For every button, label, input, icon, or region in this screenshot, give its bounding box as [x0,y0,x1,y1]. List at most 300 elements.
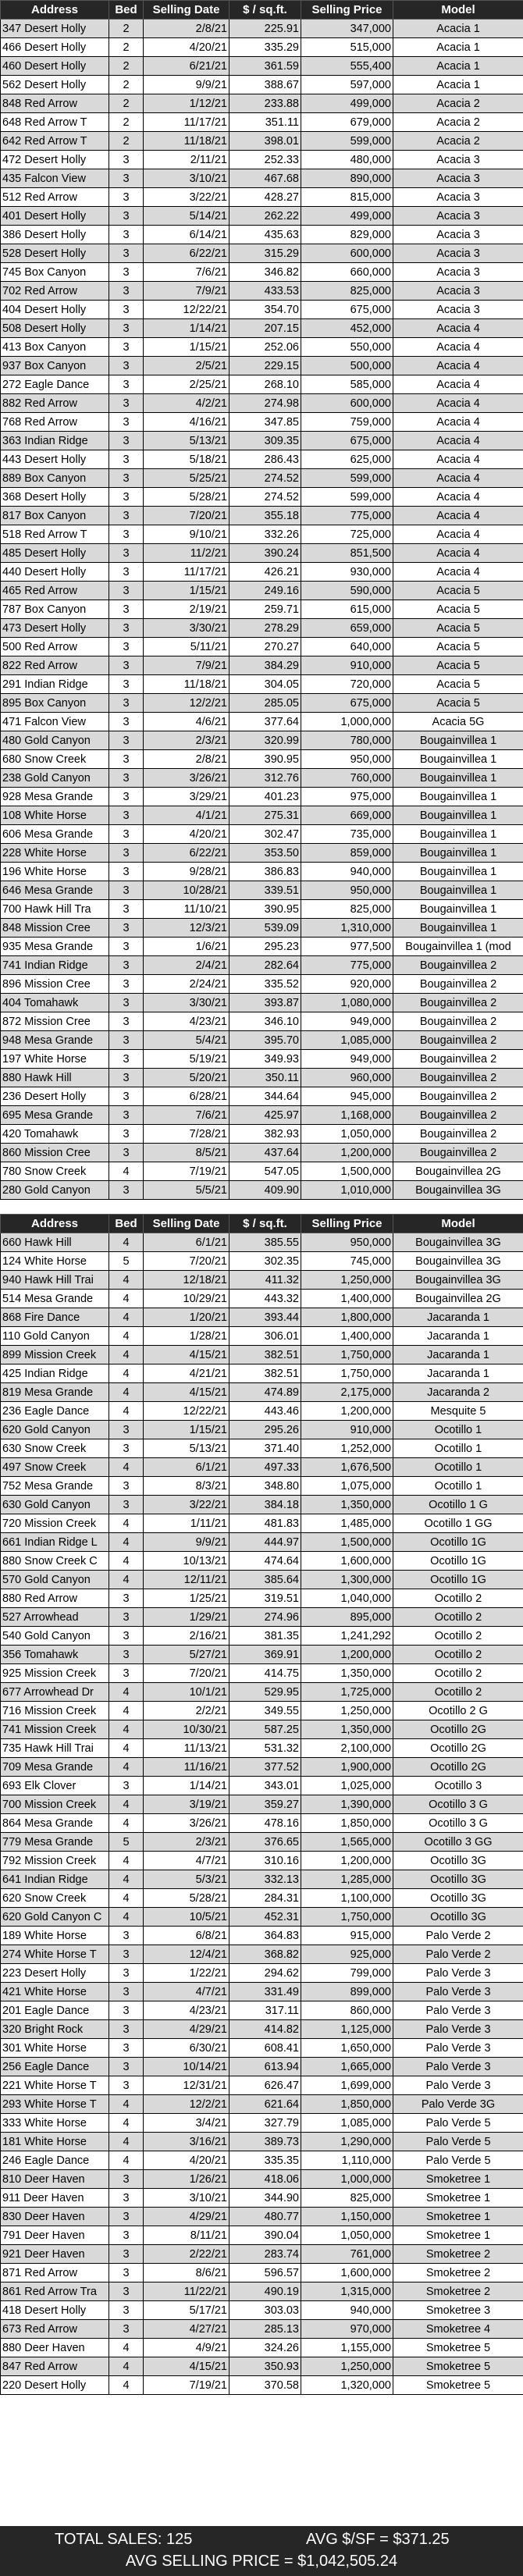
selling-date-cell: 12/31/21 [144,2076,229,2095]
model-cell: Bougainvillea 1 [393,863,523,881]
selling-date-cell: 1/15/21 [144,1421,229,1439]
model-cell: Acacia 3 [393,207,523,226]
address-cell: 562 Desert Holly [1,76,109,94]
selling-date-cell: 12/2/21 [144,694,229,713]
model-cell: Ocotillo 3G [393,1908,523,1927]
selling-date-cell: 5/3/21 [144,1870,229,1889]
price-per-sqft-cell: 393.44 [229,1308,301,1327]
bed-cell: 3 [109,469,144,488]
address-cell: 404 Tomahawk [1,994,109,1012]
price-per-sqft-cell: 443.46 [229,1402,301,1421]
selling-date-cell: 6/1/21 [144,1233,229,1252]
bed-cell: 3 [109,301,144,319]
table-row [1,2151,523,2170]
table-row [1,919,523,938]
model-cell: Acacia 4 [393,469,523,488]
table-row [1,375,523,394]
selling-price-cell: 599,000 [301,469,393,488]
selling-price-cell: 675,000 [301,301,393,319]
address-cell: 848 Mission Cree [1,919,109,938]
price-per-sqft-cell: 302.47 [229,825,301,844]
selling-price-cell: 1,400,000 [301,1327,393,1346]
price-per-sqft-cell: 539.09 [229,919,301,938]
table-row [1,1514,523,1533]
bed-cell: 3 [109,2226,144,2245]
table-row [1,226,523,244]
selling-price-cell: 599,000 [301,488,393,507]
table-row [1,2357,523,2376]
price-per-sqft-cell: 283.74 [229,2245,301,2264]
table-row [1,900,523,919]
bed-cell: 3 [109,750,144,769]
table-row [1,2058,523,2076]
selling-date-cell: 5/28/21 [144,488,229,507]
bed-cell: 4 [109,1458,144,1477]
bed-cell: 3 [109,1477,144,1496]
bed-cell: 3 [109,582,144,600]
selling-date-cell: 1/26/21 [144,2170,229,2189]
bed-cell: 5 [109,1252,144,1271]
table-row [1,1552,523,1571]
price-per-sqft-cell: 332.13 [229,1870,301,1889]
selling-price-cell: 1,150,000 [301,2208,393,2226]
model-cell: Acacia 3 [393,301,523,319]
table-row [1,319,523,338]
selling-price-cell: 347,000 [301,20,393,38]
bed-cell: 3 [109,1031,144,1050]
selling-price-cell: 825,000 [301,900,393,919]
selling-price-cell: 640,000 [301,638,393,656]
address-cell: 677 Arrowhead Dr [1,1683,109,1702]
table-row [1,1383,523,1402]
table-row [1,544,523,563]
bed-cell: 3 [109,863,144,881]
selling-date-cell: 3/30/21 [144,619,229,638]
bed-cell: 4 [109,1739,144,1758]
header-bed: Bed [109,1,144,20]
address-cell: 472 Desert Holly [1,151,109,169]
price-per-sqft-cell: 233.88 [229,94,301,113]
selling-price-cell: 890,000 [301,169,393,188]
address-cell: 440 Desert Holly [1,563,109,582]
address-cell: 333 White Horse [1,2114,109,2133]
selling-price-cell: 615,000 [301,600,393,619]
address-cell: 620 Snow Creek [1,1889,109,1908]
model-cell: Bougainvillea 1 [393,881,523,900]
header-address: Address [1,1215,109,1233]
price-per-sqft-cell: 285.05 [229,694,301,713]
model-cell: Acacia 5G [393,713,523,731]
model-cell: Acacia 4 [393,413,523,432]
table-row [1,94,523,113]
address-cell: 819 Mesa Grande [1,1383,109,1402]
table-row [1,169,523,188]
selling-date-cell: 11/18/21 [144,132,229,151]
price-per-sqft-cell: 418.06 [229,2170,301,2189]
address-cell: 871 Red Arrow [1,2264,109,2282]
price-per-sqft-cell: 335.29 [229,38,301,57]
selling-date-cell: 5/20/21 [144,1069,229,1087]
table-row [1,76,523,94]
address-cell: 320 Bright Rock [1,2020,109,2039]
model-cell: Jacaranda 1 [393,1364,523,1383]
address-cell: 238 Gold Canyon [1,769,109,788]
price-per-sqft-cell: 390.04 [229,2226,301,2245]
table-row [1,1833,523,1852]
selling-date-cell: 4/16/21 [144,413,229,432]
address-cell: 413 Box Canyon [1,338,109,357]
table-row [1,1252,523,1271]
selling-date-cell: 7/6/21 [144,263,229,282]
price-per-sqft-cell: 401.23 [229,788,301,806]
table-row [1,656,523,675]
selling-price-cell: 860,000 [301,2001,393,2020]
price-per-sqft-cell: 344.90 [229,2189,301,2208]
selling-price-cell: 1,699,000 [301,2076,393,2095]
address-cell: 528 Desert Holly [1,244,109,263]
model-cell: Bougainvillea 2 [393,1050,523,1069]
table-row [1,713,523,731]
selling-price-cell: 1,485,000 [301,1514,393,1533]
price-per-sqft-cell: 435.63 [229,226,301,244]
selling-price-cell: 550,000 [301,338,393,357]
selling-price-cell: 1,200,000 [301,1852,393,1870]
model-cell: Smoketree 1 [393,2208,523,2226]
model-cell: Smoketree 3 [393,2301,523,2320]
model-cell: Bougainvillea 1 [393,731,523,750]
model-cell: Acacia 4 [393,488,523,507]
price-per-sqft-cell: 433.53 [229,282,301,301]
selling-date-cell: 2/25/21 [144,375,229,394]
address-cell: 480 Gold Canyon [1,731,109,750]
price-per-sqft-cell: 411.32 [229,1271,301,1290]
selling-date-cell: 1/12/21 [144,94,229,113]
address-cell: 693 Elk Clover [1,1777,109,1795]
price-per-sqft-cell: 426.21 [229,563,301,582]
selling-price-cell: 1,010,000 [301,1181,393,1200]
selling-price-cell: 659,000 [301,619,393,638]
table-row [1,1889,523,1908]
table-row [1,600,523,619]
model-cell: Palo Verde 3 [393,2020,523,2039]
selling-price-cell: 1,085,000 [301,2114,393,2133]
price-per-sqft-cell: 384.29 [229,656,301,675]
model-cell: Acacia 3 [393,226,523,244]
address-cell: 921 Deer Haven [1,2245,109,2264]
table-row [1,1012,523,1031]
address-cell: 641 Indian Ridge [1,1870,109,1889]
price-per-sqft-cell: 353.50 [229,844,301,863]
address-cell: 221 White Horse T [1,2076,109,2095]
bed-cell: 3 [109,638,144,656]
table-row [1,488,523,507]
address-cell: 895 Box Canyon [1,694,109,713]
table-row [1,1290,523,1308]
table-row [1,750,523,769]
selling-date-cell: 4/21/21 [144,1364,229,1383]
selling-price-cell: 940,000 [301,2301,393,2320]
selling-price-cell: 825,000 [301,2189,393,2208]
selling-date-cell: 12/18/21 [144,1271,229,1290]
selling-price-cell: 1,000,000 [301,713,393,731]
table-row [1,2226,523,2245]
address-cell: 280 Gold Canyon [1,1181,109,1200]
bed-cell: 3 [109,394,144,413]
address-cell: 768 Red Arrow [1,413,109,432]
address-cell: 124 White Horse [1,1252,109,1271]
selling-date-cell: 11/17/21 [144,563,229,582]
selling-price-cell: 910,000 [301,656,393,675]
price-per-sqft-cell: 613.94 [229,2058,301,2076]
selling-date-cell: 3/30/21 [144,994,229,1012]
price-per-sqft-cell: 497.33 [229,1458,301,1477]
price-per-sqft-cell: 303.03 [229,2301,301,2320]
table-row [1,1162,523,1181]
model-cell: Ocotillo 2G [393,1739,523,1758]
selling-price-cell: 1,110,000 [301,2151,393,2170]
address-cell: 702 Red Arrow [1,282,109,301]
price-per-sqft-cell: 346.10 [229,1012,301,1031]
address-cell: 648 Red Arrow T [1,113,109,132]
selling-price-cell: 950,000 [301,881,393,900]
selling-price-cell: 1,200,000 [301,1646,393,1664]
model-cell: Smoketree 5 [393,2339,523,2357]
address-cell: 861 Red Arrow Tra [1,2282,109,2301]
price-per-sqft-cell: 444.97 [229,1533,301,1552]
selling-date-cell: 3/10/21 [144,169,229,188]
price-per-sqft-cell: 252.33 [229,151,301,169]
selling-date-cell: 6/14/21 [144,226,229,244]
price-per-sqft-cell: 398.01 [229,132,301,151]
model-cell: Acacia 3 [393,188,523,207]
selling-price-cell: 899,000 [301,1983,393,2001]
model-cell: Jacaranda 2 [393,1383,523,1402]
bed-cell: 3 [109,844,144,863]
bed-cell: 4 [109,1683,144,1702]
selling-date-cell: 10/1/21 [144,1683,229,1702]
selling-date-cell: 2/2/21 [144,1702,229,1720]
header-selling-date: Selling Date [144,1,229,20]
bed-cell: 4 [109,1364,144,1383]
selling-price-cell: 1,252,000 [301,1439,393,1458]
price-per-sqft-cell: 294.62 [229,1964,301,1983]
bed-cell: 3 [109,525,144,544]
selling-date-cell: 7/9/21 [144,282,229,301]
table-row [1,1683,523,1702]
table-row [1,1327,523,1346]
header-price-per-sqft: $ / sq.ft. [229,1215,301,1233]
table-row [1,507,523,525]
model-cell: Ocotillo 1 [393,1477,523,1496]
table-header-row [1,1,523,20]
address-cell: 735 Hawk Hill Trai [1,1739,109,1758]
selling-price-cell: 1,300,000 [301,1571,393,1589]
table-row [1,806,523,825]
table-row [1,1777,523,1795]
model-cell: Palo Verde 3G [393,2095,523,2114]
bed-cell: 3 [109,2001,144,2020]
price-per-sqft-cell: 596.57 [229,2264,301,2282]
selling-price-cell: 915,000 [301,1927,393,1945]
price-per-sqft-cell: 382.51 [229,1346,301,1364]
table-row [1,113,523,132]
model-cell: Ocotillo 2 [393,1683,523,1702]
model-cell: Smoketree 1 [393,2189,523,2208]
address-cell: 274 White Horse T [1,1945,109,1964]
bed-cell: 4 [109,1162,144,1181]
model-cell: Palo Verde 5 [393,2114,523,2133]
price-per-sqft-cell: 350.93 [229,2357,301,2376]
address-cell: 695 Mesa Grande [1,1106,109,1125]
selling-price-cell: 1,900,000 [301,1758,393,1777]
address-cell: 197 White Horse [1,1050,109,1069]
selling-date-cell: 1/29/21 [144,1608,229,1627]
price-per-sqft-cell: 348.80 [229,1477,301,1496]
table-row [1,619,523,638]
selling-date-cell: 7/28/21 [144,1125,229,1144]
selling-price-cell: 1,040,000 [301,1589,393,1608]
selling-date-cell: 9/9/21 [144,1533,229,1552]
price-per-sqft-cell: 388.67 [229,76,301,94]
selling-price-cell: 1,850,000 [301,2095,393,2114]
address-cell: 512 Red Arrow [1,188,109,207]
selling-date-cell: 2/5/21 [144,357,229,375]
address-cell: 673 Red Arrow [1,2320,109,2339]
price-per-sqft-cell: 309.35 [229,432,301,450]
bed-cell: 4 [109,2151,144,2170]
model-cell: Palo Verde 5 [393,2151,523,2170]
address-cell: 606 Mesa Grande [1,825,109,844]
price-per-sqft-cell: 587.25 [229,1720,301,1739]
table-row [1,2020,523,2039]
bed-cell: 3 [109,694,144,713]
selling-price-cell: 1,750,000 [301,1346,393,1364]
address-cell: 500 Red Arrow [1,638,109,656]
model-cell: Bougainvillea 2 [393,1069,523,1087]
address-cell: 223 Desert Holly [1,1964,109,1983]
selling-date-cell: 4/23/21 [144,2001,229,2020]
bed-cell: 3 [109,2039,144,2058]
selling-date-cell: 6/22/21 [144,244,229,263]
bed-cell: 3 [109,1087,144,1106]
price-per-sqft-cell: 384.18 [229,1496,301,1514]
table-row [1,2245,523,2264]
selling-date-cell: 1/14/21 [144,1777,229,1795]
header-price-per-sqft: $ / sq.ft. [229,1,301,20]
model-cell: Acacia 4 [393,375,523,394]
selling-date-cell: 4/27/21 [144,2320,229,2339]
bed-cell: 4 [109,1271,144,1290]
table-row [1,956,523,975]
selling-price-cell: 970,000 [301,2320,393,2339]
model-cell: Bougainvillea 1 (mod [393,938,523,956]
model-cell: Smoketree 5 [393,2357,523,2376]
table-row [1,282,523,301]
address-cell: 497 Snow Creek [1,1458,109,1477]
selling-date-cell: 1/22/21 [144,1964,229,1983]
model-cell: Smoketree 5 [393,2376,523,2395]
selling-price-cell: 1,320,000 [301,2376,393,2395]
selling-price-cell: 1,250,000 [301,1271,393,1290]
selling-price-cell: 1,155,000 [301,2339,393,2357]
model-cell: Acacia 5 [393,600,523,619]
model-cell: Ocotillo 2 [393,1608,523,1627]
price-per-sqft-cell: 259.71 [229,600,301,619]
selling-price-cell: 945,000 [301,1087,393,1106]
address-cell: 246 Eagle Dance [1,2151,109,2170]
selling-date-cell: 11/2/21 [144,544,229,563]
bed-cell: 3 [109,1945,144,1964]
sales-table-2-body [1,1233,523,2395]
selling-price-cell: 1,600,000 [301,1552,393,1571]
model-cell: Ocotillo 3 G [393,1795,523,1814]
selling-date-cell: 12/4/21 [144,1945,229,1964]
selling-date-cell: 5/11/21 [144,638,229,656]
selling-date-cell: 3/4/21 [144,2114,229,2133]
bed-cell: 3 [109,919,144,938]
price-per-sqft-cell: 481.83 [229,1514,301,1533]
address-cell: 660 Hawk Hill [1,1233,109,1252]
selling-price-cell: 1,310,000 [301,919,393,938]
model-cell: Bougainvillea 2G [393,1290,523,1308]
model-cell: Palo Verde 3 [393,1964,523,1983]
header-model: Model [393,1,523,20]
bed-cell: 3 [109,226,144,244]
price-per-sqft-cell: 389.73 [229,2133,301,2151]
model-cell: Palo Verde 3 [393,2076,523,2095]
bed-cell: 3 [109,1983,144,2001]
selling-price-cell: 1,350,000 [301,1496,393,1514]
table-row [1,57,523,76]
price-per-sqft-cell: 327.79 [229,2114,301,2133]
model-cell: Palo Verde 2 [393,1945,523,1964]
bed-cell: 2 [109,38,144,57]
model-cell: Ocotillo 1G [393,1533,523,1552]
selling-price-cell: 1,290,000 [301,2133,393,2151]
table-row [1,2208,523,2226]
model-cell: Smoketree 2 [393,2264,523,2282]
price-per-sqft-cell: 480.77 [229,2208,301,2226]
selling-price-cell: 775,000 [301,956,393,975]
selling-date-cell: 12/22/21 [144,1402,229,1421]
table-row [1,1608,523,1627]
selling-date-cell: 1/15/21 [144,582,229,600]
table-row [1,1125,523,1144]
selling-price-cell: 597,000 [301,76,393,94]
price-per-sqft-cell: 390.95 [229,750,301,769]
model-cell: Acacia 4 [393,544,523,563]
bed-cell: 3 [109,1589,144,1608]
bed-cell: 3 [109,2282,144,2301]
address-cell: 780 Snow Creek [1,1162,109,1181]
selling-date-cell: 10/28/21 [144,881,229,900]
table-row [1,1458,523,1477]
selling-price-cell: 499,000 [301,207,393,226]
price-per-sqft-cell: 428.27 [229,188,301,207]
selling-date-cell: 11/22/21 [144,2282,229,2301]
model-cell: Acacia 4 [393,432,523,450]
price-per-sqft-cell: 370.58 [229,2376,301,2395]
summary-footer [0,2526,523,2576]
price-per-sqft-cell: 349.93 [229,1050,301,1069]
selling-price-cell: 555,400 [301,57,393,76]
address-cell: 935 Mesa Grande [1,938,109,956]
address-cell: 868 Fire Dance [1,1308,109,1327]
selling-price-cell: 452,000 [301,319,393,338]
bed-cell: 4 [109,2095,144,2114]
price-per-sqft-cell: 339.51 [229,881,301,900]
model-cell: Acacia 5 [393,582,523,600]
